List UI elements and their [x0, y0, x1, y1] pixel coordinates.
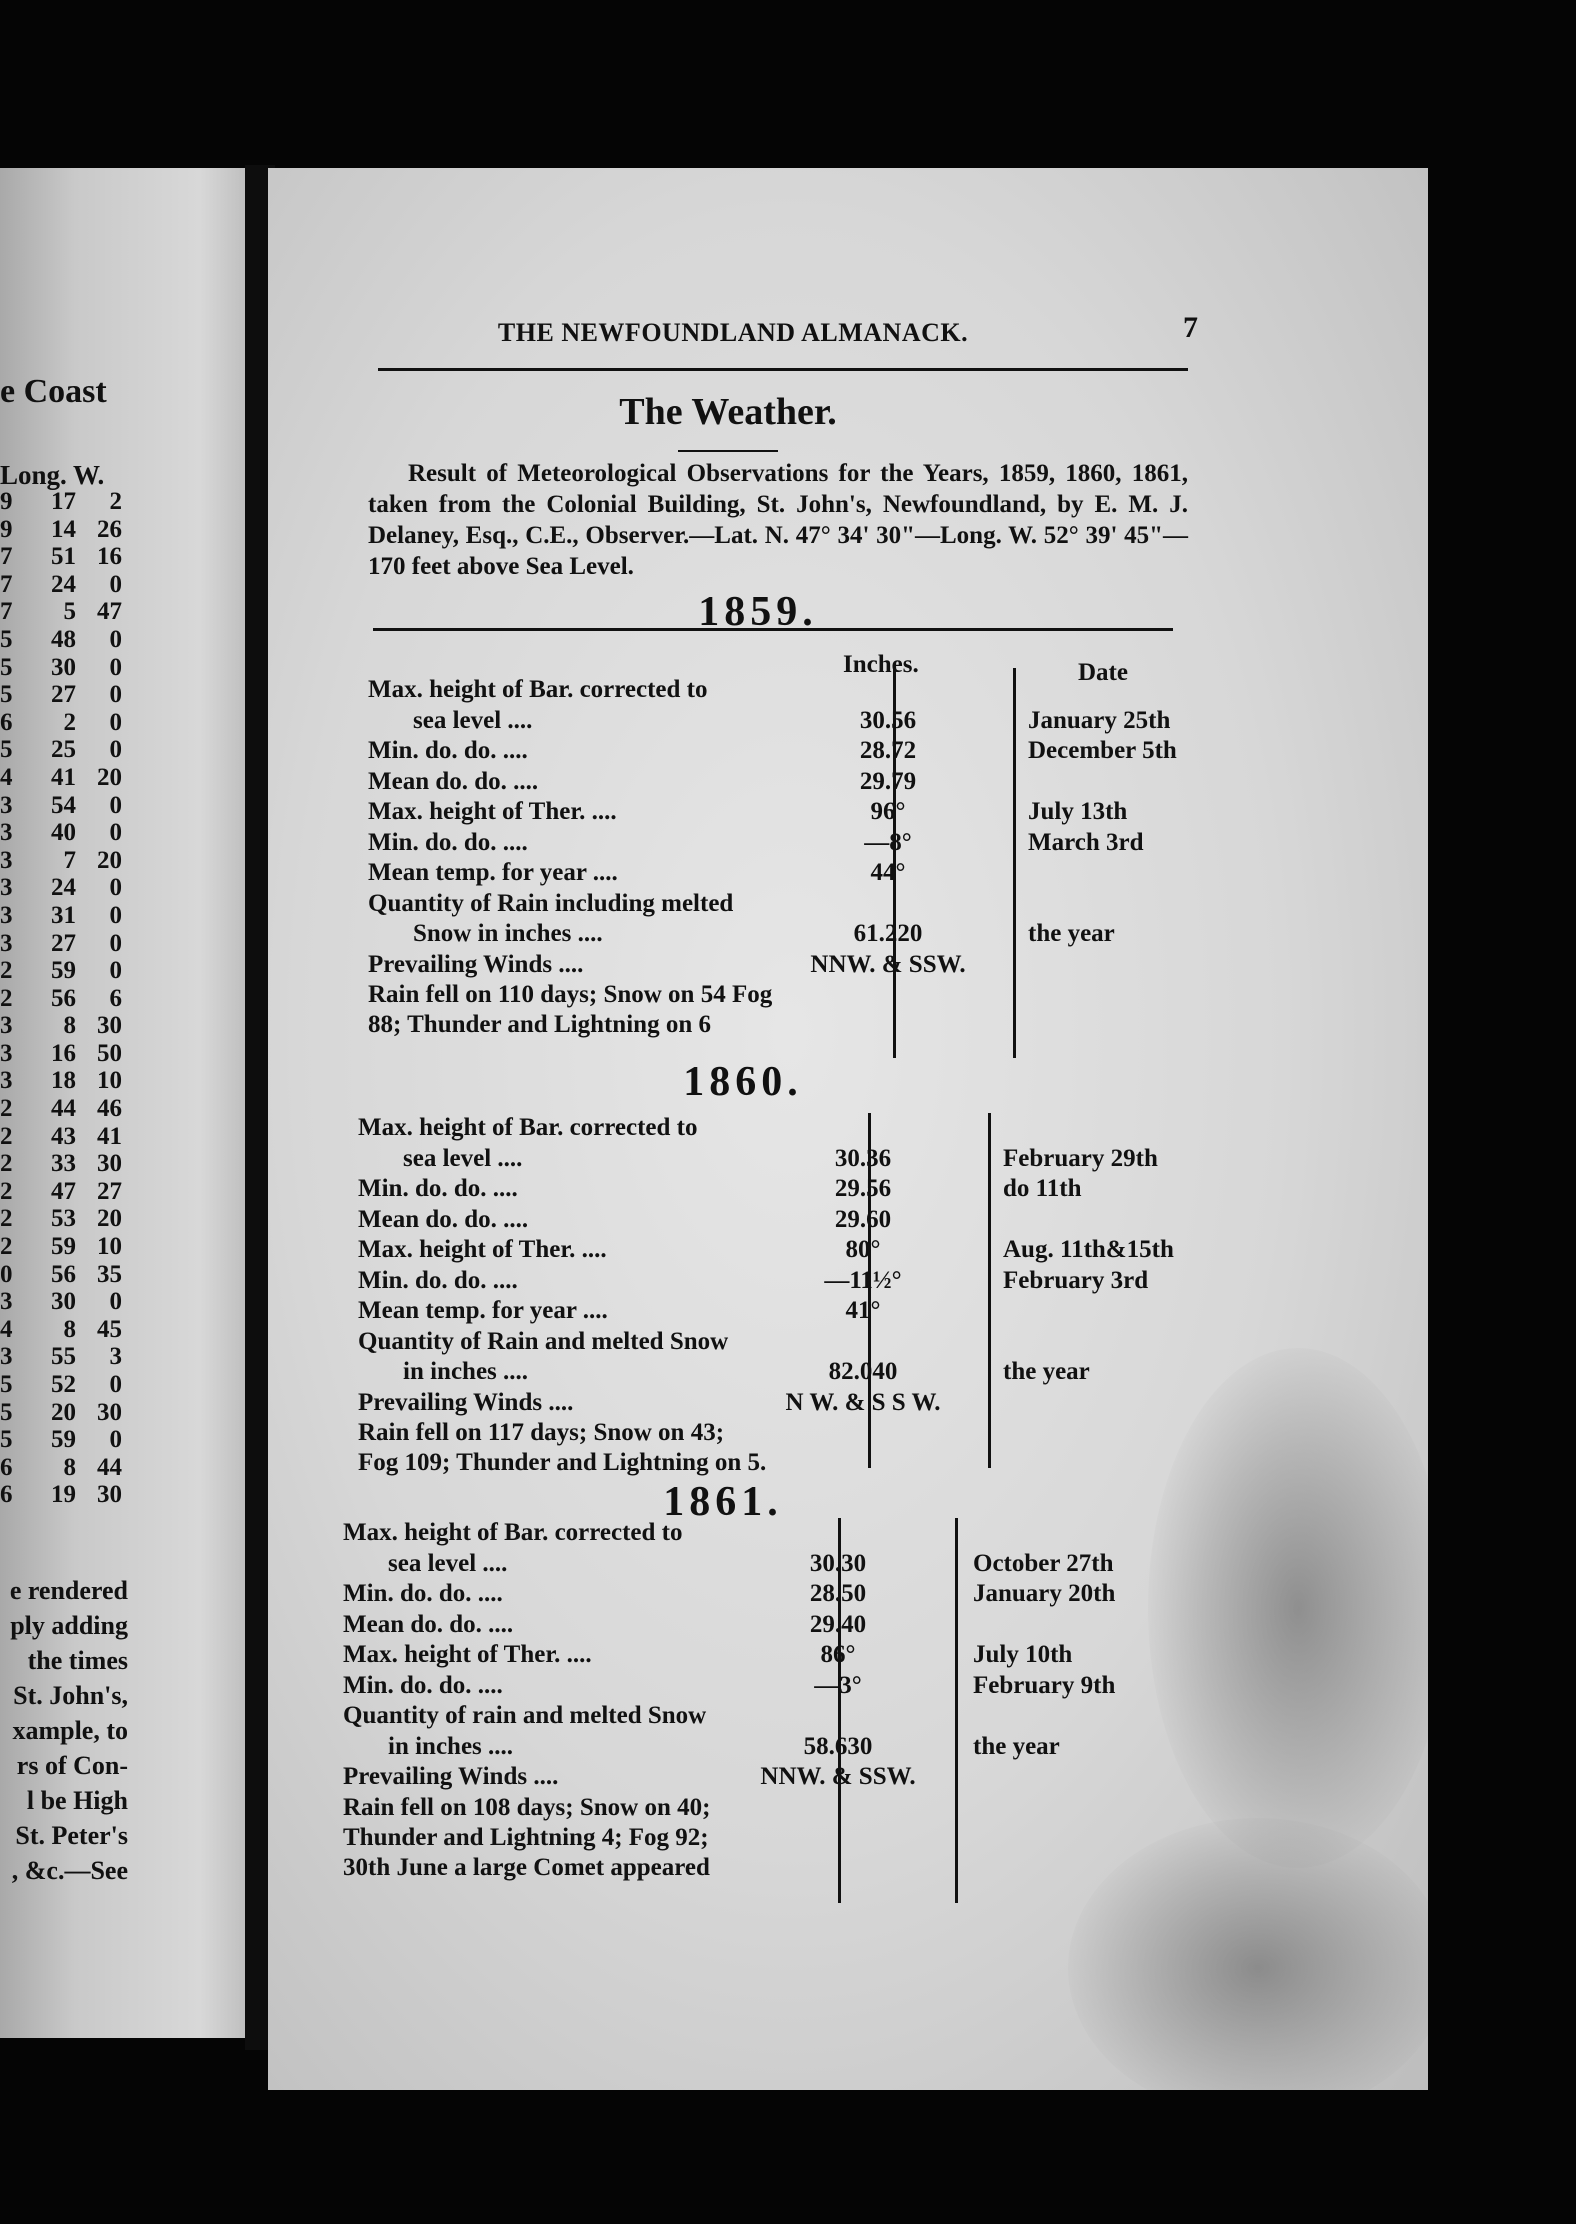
observation-date: the year: [973, 1732, 1060, 1760]
left-page-cell: 5: [0, 736, 13, 764]
left-page-cell: 43: [51, 1122, 76, 1150]
observation-date: December 5th: [1028, 737, 1177, 764]
left-page-cell: 51: [51, 543, 76, 571]
observation-label: Quantity of Rain including melted: [368, 889, 734, 917]
rain-note: Rain fell on 110 days; Snow on 54 Fog 88; Thunder and Lightning on 6: [368, 981, 773, 1038]
observation-value: 41°: [845, 1297, 881, 1324]
observation-label: in inches ....: [388, 1732, 514, 1760]
observation-label: Max. height of Bar. corrected to: [358, 1114, 698, 1141]
left-page-cell: 0: [109, 874, 122, 902]
observation-row: [358, 1205, 1188, 1235]
left-page-cell: 16: [51, 1039, 76, 1067]
left-page-cell: 59: [51, 957, 76, 985]
left-page-text: [0, 1573, 128, 1888]
observation-label: Max. height of Ther. ....: [343, 1641, 592, 1668]
left-page-cell: 41: [51, 763, 76, 791]
left-page-cell: 6: [109, 984, 122, 1012]
observation-row: [358, 1296, 1188, 1326]
observation-row: [358, 1388, 1188, 1418]
left-page-cell: 30: [51, 1288, 76, 1316]
observation-value: N W. & S S W.: [785, 1388, 941, 1416]
left-page-row: [0, 543, 125, 571]
observation-date: March 3rd: [1028, 828, 1144, 856]
observation-row: [358, 1266, 1188, 1296]
left-page-cell: 55: [51, 1343, 76, 1371]
left-page-cell: 31: [51, 901, 76, 929]
left-page-cell: 27: [51, 929, 76, 957]
observation-row: [358, 1357, 1188, 1387]
left-page-row: [0, 1150, 125, 1178]
left-page-cell: 0: [109, 681, 122, 709]
left-page-row: [0, 847, 125, 875]
left-page-cell: 27: [51, 681, 76, 709]
left-page-cell: 0: [109, 736, 122, 764]
left-page-cell: 0: [109, 1288, 122, 1316]
left-page-row: [0, 902, 125, 930]
left-page-cell: 8: [63, 1315, 76, 1343]
left-page-text-line: the times: [27, 1646, 128, 1675]
left-page-cell: 17: [51, 488, 76, 515]
observation-label: Prevailing Winds ....: [368, 950, 584, 978]
left-page-cell: 20: [97, 1205, 122, 1233]
observation-label: Prevailing Winds ....: [358, 1388, 574, 1416]
left-page-row: [0, 1123, 125, 1151]
observation-date: the year: [1028, 920, 1115, 947]
left-page-row: [0, 819, 125, 847]
left-page-cell: 2: [63, 708, 76, 736]
left-page-cell: 6: [0, 1481, 13, 1509]
left-page-row: [0, 792, 125, 820]
observation-label: in inches ....: [403, 1358, 529, 1385]
observation-value: 30.36: [834, 1144, 892, 1172]
left-page-cell: 56: [51, 1260, 76, 1288]
left-page-cell: 3: [0, 1288, 13, 1316]
left-page-cell: 53: [51, 1205, 76, 1233]
observation-value: —3°: [814, 1671, 862, 1699]
left-page-cell: 0: [109, 1426, 122, 1454]
left-page-cell: 5: [0, 1398, 13, 1426]
observation-row: [368, 797, 1198, 827]
left-page-row: [0, 764, 125, 792]
observation-label: Mean do. do. ....: [368, 767, 539, 795]
left-page-cell: 7: [0, 570, 13, 598]
observation-label: Snow in inches ....: [413, 920, 603, 947]
left-page-cell: 5: [0, 653, 13, 681]
observation-date: the year: [1003, 1358, 1090, 1385]
observation-row: [358, 1144, 1188, 1174]
left-page-cell: 6: [0, 708, 13, 736]
left-page-cell: 44: [51, 1095, 76, 1123]
observation-row: [368, 919, 1198, 949]
observation-row: [368, 706, 1198, 736]
observation-row: [343, 1671, 1173, 1701]
observation-date: Aug. 11th&15th: [1003, 1236, 1174, 1263]
left-page-cell: 0: [109, 708, 122, 736]
left-page-cell: 24: [51, 570, 76, 598]
observation-label: Min. do. do. ....: [358, 1266, 518, 1294]
left-page-cell: 7: [0, 598, 13, 626]
left-page-cell: 2: [109, 488, 122, 515]
left-page-cell: 2: [0, 1122, 13, 1150]
left-page-cell: 3: [0, 929, 13, 957]
observation-label: Max. height of Bar. corrected to: [343, 1519, 683, 1546]
left-page-cell: 47: [51, 1177, 76, 1205]
left-page-cell: 2: [0, 1233, 13, 1261]
left-page-row: [0, 626, 125, 654]
left-page-cell: 2: [0, 984, 13, 1012]
column-rule: [838, 1518, 841, 1903]
left-page-longitude-table: [0, 488, 125, 1509]
observation-row: [343, 1549, 1173, 1579]
observation-date: February 29th: [1003, 1144, 1158, 1172]
observation-table: [358, 1113, 1188, 1476]
left-page-cell: 41: [97, 1122, 122, 1150]
left-page-cell: 47: [97, 598, 122, 626]
left-page-cell: 0: [109, 653, 122, 681]
left-page-cell: 0: [109, 929, 122, 957]
left-page-row: [0, 1288, 125, 1316]
left-page-cell: 2: [0, 1095, 13, 1123]
observation-row: [358, 1327, 1188, 1357]
left-page-cell: 59: [51, 1426, 76, 1454]
left-page-cell: 2: [0, 1205, 13, 1233]
observation-label: Prevailing Winds ....: [343, 1763, 559, 1790]
left-page-cell: 0: [109, 901, 122, 929]
observation-row: [368, 889, 1198, 919]
observation-row: [368, 858, 1198, 888]
left-page-cell: 16: [97, 543, 122, 571]
left-page-cell: 2: [0, 1150, 13, 1178]
observation-label: Max. height of Bar. corrected to: [368, 676, 708, 703]
observation-value: 80°: [845, 1236, 881, 1263]
observation-label: Min. do. do. ....: [343, 1671, 503, 1699]
observation-row: [368, 767, 1198, 797]
observation-label: sea level ....: [388, 1549, 508, 1577]
observation-value: 28.50: [809, 1580, 867, 1607]
column-rule: [955, 1518, 958, 1903]
left-page-row: [0, 1205, 125, 1233]
left-page-cell: 33: [51, 1150, 76, 1178]
title-rule: [678, 450, 778, 452]
observation-date: February 9th: [973, 1671, 1116, 1699]
left-page-row: [0, 1012, 125, 1040]
observation-value: —8°: [864, 828, 912, 856]
page-title: The Weather.: [619, 391, 837, 433]
rain-note: Rain fell on 108 days; Snow on 40; Thunder and Lightning 4; Fog 92; 30th June a large Comet appeared: [343, 1793, 711, 1881]
left-page-text-line: l be High: [26, 1786, 128, 1815]
left-page-cell: 3: [0, 1012, 13, 1040]
left-page-row: [0, 709, 125, 737]
observation-value: —11½°: [824, 1266, 902, 1294]
observation-date: October 27th: [973, 1549, 1114, 1577]
left-page-row: [0, 1316, 125, 1344]
inches-column-header: Inches.: [843, 651, 919, 678]
observation-row: [343, 1762, 1173, 1792]
rain-note: Rain fell on 117 days; Snow on 43; Fog 109; Thunder and Lightning on 5.: [358, 1419, 767, 1476]
left-page-row: [0, 1040, 125, 1068]
observation-value: 82.040: [828, 1358, 898, 1385]
left-page-text-line: e rendered: [9, 1576, 128, 1605]
left-page-fragment: [0, 168, 250, 2038]
observation-label: Quantity of rain and melted Snow: [343, 1702, 707, 1729]
left-page-cell: 52: [51, 1371, 76, 1398]
left-page-cell: 5: [0, 681, 13, 709]
left-page-row: [0, 516, 125, 544]
left-page-row: [0, 957, 125, 985]
left-page-cell: 3: [0, 901, 13, 929]
observation-row: [358, 1113, 1188, 1143]
left-page-cell: 7: [0, 543, 13, 571]
left-page-cell: 0: [109, 625, 122, 653]
observation-label: Min. do. do. ....: [368, 828, 528, 856]
observation-value: 30.30: [809, 1549, 867, 1577]
observation-row: [343, 1518, 1173, 1548]
left-page-cell: 3: [0, 874, 13, 902]
observation-row: [368, 828, 1198, 858]
left-page-cell: 3: [0, 791, 13, 819]
left-page-row: [0, 985, 125, 1013]
left-page-cell: 5: [0, 1426, 13, 1454]
left-page-cell: 10: [97, 1233, 122, 1261]
left-page-cell: 5: [0, 1371, 13, 1398]
observation-label: Mean do. do. ....: [343, 1610, 514, 1638]
observation-value: NNW. & SSW.: [810, 950, 966, 978]
left-page-cell: 3: [0, 1343, 13, 1371]
left-page-cell: 20: [97, 846, 122, 874]
left-page-row: [0, 1261, 125, 1289]
left-page-cell: 24: [51, 874, 76, 902]
left-page-column-header: Long. W.: [0, 460, 105, 490]
left-page-cell: 54: [51, 791, 76, 819]
left-page-row: [0, 654, 125, 682]
left-page-cell: 3: [109, 1343, 122, 1371]
left-page-text-line: rs of Con-: [16, 1751, 128, 1780]
left-page-cell: 3: [0, 1067, 13, 1095]
left-page-text-line: ply adding: [10, 1611, 128, 1640]
left-page-cell: 20: [97, 763, 122, 791]
left-page-row: [0, 681, 125, 709]
observation-label: Mean do. do. ....: [358, 1205, 529, 1233]
left-page-cell: 30: [97, 1398, 122, 1426]
observation-row: [358, 1235, 1188, 1265]
observation-value: 29.40: [809, 1610, 867, 1638]
left-page-cell: 48: [51, 625, 76, 653]
left-page-cell: 8: [63, 1012, 76, 1040]
observation-label: Mean temp. for year ....: [368, 859, 618, 886]
left-page-cell: 14: [51, 515, 76, 543]
left-page-cell: 30: [97, 1481, 122, 1509]
left-page-cell: 56: [51, 984, 76, 1012]
left-page-cell: 44: [97, 1453, 122, 1481]
left-page-cell: 40: [51, 819, 76, 847]
left-page-cell: 27: [97, 1177, 122, 1205]
observation-value: 58.630: [803, 1732, 873, 1760]
left-page-row: [0, 1095, 125, 1123]
observation-value: NNW. & SSW.: [760, 1763, 916, 1790]
left-page-cell: 7: [63, 846, 76, 874]
left-page-heading: e Coast: [0, 373, 107, 410]
observation-label: sea level ....: [413, 706, 533, 734]
left-page-row: [0, 1233, 125, 1261]
date-column-header: Date: [1078, 659, 1128, 686]
column-rule: [988, 1113, 991, 1468]
observation-row: [358, 1174, 1188, 1204]
observation-value: 29.56: [834, 1175, 892, 1202]
left-page-row: [0, 1454, 125, 1482]
observation-date: January 20th: [973, 1580, 1116, 1607]
left-page-cell: 9: [0, 488, 13, 515]
left-page-row: [0, 1178, 125, 1206]
observation-label: Min. do. do. ....: [343, 1580, 503, 1607]
left-page-cell: 26: [97, 515, 122, 543]
observation-row: [343, 1701, 1173, 1731]
left-page-cell: 50: [97, 1039, 122, 1067]
left-page-cell: 10: [97, 1067, 122, 1095]
almanack-page: [268, 168, 1428, 2090]
observation-label: Max. height of Ther. ....: [358, 1236, 607, 1263]
intro-paragraph: [368, 458, 1188, 582]
left-page-text-line: St. Peter's: [15, 1821, 128, 1850]
left-page-row: [0, 571, 125, 599]
left-page-cell: 30: [51, 653, 76, 681]
left-page-cell: 0: [109, 957, 122, 985]
left-page-row: [0, 1343, 125, 1371]
observation-row: [368, 736, 1198, 766]
left-page-cell: 0: [0, 1260, 13, 1288]
observation-row: [343, 1732, 1173, 1762]
observation-date: February 3rd: [1003, 1266, 1149, 1294]
left-page-row: [0, 1481, 125, 1509]
left-page-cell: 45: [97, 1315, 122, 1343]
left-page-cell: 18: [51, 1067, 76, 1095]
left-page-cell: 4: [0, 763, 13, 791]
column-rule: [868, 1113, 871, 1468]
observation-table: [368, 651, 1198, 1058]
left-page-row: [0, 736, 125, 764]
observation-row: [343, 1579, 1173, 1609]
left-page-cell: 0: [109, 1371, 122, 1398]
left-page-cell: 9: [0, 515, 13, 543]
left-page-cell: 46: [97, 1095, 122, 1123]
left-page-row: [0, 488, 125, 516]
observation-row: [368, 950, 1198, 980]
left-page-cell: 3: [0, 846, 13, 874]
left-page-cell: 3: [0, 819, 13, 847]
page-number: 7: [1183, 311, 1198, 344]
observation-value: 96°: [870, 798, 906, 825]
left-page-cell: 5: [63, 598, 76, 626]
left-page-cell: 3: [0, 1039, 13, 1067]
left-page-cell: 4: [0, 1315, 13, 1343]
running-title: THE NEWFOUNDLAND ALMANACK.: [497, 318, 969, 347]
left-page-cell: 30: [97, 1150, 122, 1178]
left-page-cell: 0: [109, 570, 122, 598]
observation-value: 29.60: [834, 1205, 892, 1233]
left-page-cell: 25: [51, 736, 76, 764]
observation-value: 29.79: [859, 767, 917, 795]
year-heading: 1859.: [698, 589, 818, 635]
observation-value: 44°: [870, 859, 906, 886]
observation-label: Mean temp. for year ....: [358, 1297, 608, 1324]
page-stain: [1148, 1348, 1428, 1868]
left-page-row: [0, 1426, 125, 1454]
intro-text: Result of Meteorological Observations for the Years, 1859, 1860, 1861, taken from the Colonial Building, St. John's, Newfoundland, by E. M. J. Delaney, Esq., C.E., Observer.—Lat. N. 47° 34' 30"—Long. W. 52° 39' 45"—170 feet above Sea Level.: [368, 460, 1188, 580]
left-page-cell: 0: [109, 819, 122, 847]
left-page-cell: 5: [0, 625, 13, 653]
observation-label: sea level ....: [403, 1144, 523, 1172]
observation-label: Quantity of Rain and melted Snow: [358, 1327, 729, 1355]
observation-value: 86°: [820, 1641, 856, 1668]
left-page-row: [0, 598, 125, 626]
left-page-cell: 6: [0, 1453, 13, 1481]
left-page-text-line: , &c.—See: [11, 1856, 128, 1885]
observation-label: Max. height of Ther. ....: [368, 798, 617, 825]
observation-date: July 13th: [1028, 798, 1128, 825]
left-page-cell: 8: [63, 1453, 76, 1481]
left-page-cell: 2: [0, 1177, 13, 1205]
left-page-cell: 30: [97, 1012, 122, 1040]
left-page-cell: 2: [0, 957, 13, 985]
left-page-cell: 59: [51, 1233, 76, 1261]
left-page-cell: 35: [97, 1260, 122, 1288]
observation-label: Min. do. do. ....: [368, 737, 528, 764]
observation-row: [343, 1610, 1173, 1640]
left-page-cell: 20: [51, 1398, 76, 1426]
observation-row: [368, 675, 1198, 705]
header-rule: [378, 368, 1188, 371]
year-heading: 1860.: [683, 1059, 803, 1105]
column-rule: [893, 668, 896, 1058]
left-page-text-line: St. John's,: [13, 1681, 128, 1710]
left-page-row: [0, 1399, 125, 1427]
observation-value: 28.72: [859, 737, 917, 764]
left-page-row: [0, 874, 125, 902]
observation-label: Min. do. do. ....: [358, 1175, 518, 1202]
observation-value: 30.56: [859, 706, 917, 734]
left-page-cell: 0: [109, 791, 122, 819]
observation-date: do 11th: [1003, 1175, 1082, 1202]
left-page-cell: 19: [51, 1481, 76, 1509]
left-page-row: [0, 930, 125, 958]
observation-value: 61.220: [853, 920, 923, 947]
column-rule: [1013, 668, 1016, 1058]
left-page-row: [0, 1371, 125, 1399]
observation-date: January 25th: [1028, 706, 1171, 734]
left-page-text-line: xample, to: [12, 1716, 128, 1745]
observation-date: July 10th: [973, 1641, 1073, 1668]
year-heading: 1861.: [663, 1479, 783, 1525]
left-page-row: [0, 1067, 125, 1095]
observation-table: [343, 1518, 1173, 1903]
observation-row: [343, 1640, 1173, 1670]
